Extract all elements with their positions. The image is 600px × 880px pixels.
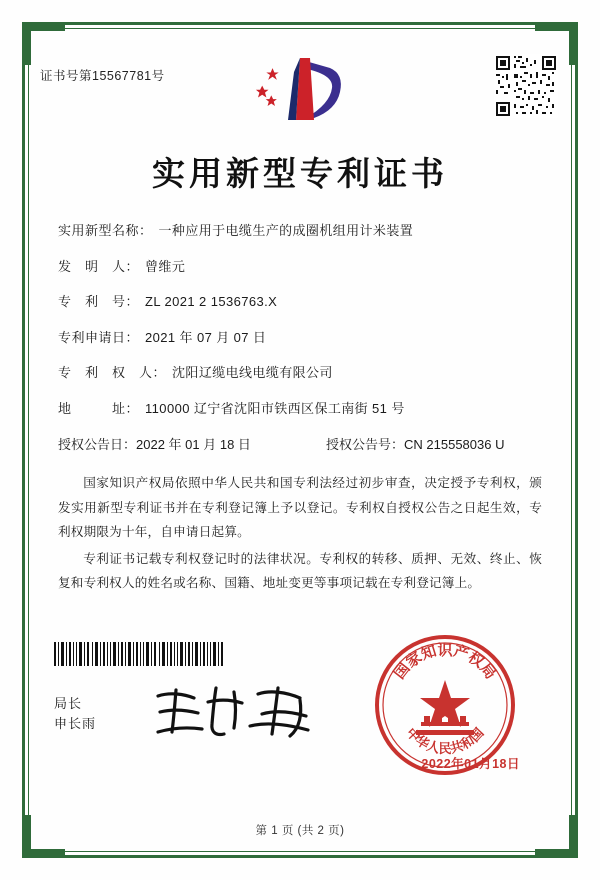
field-value: ZL 2021 2 1536763.X <box>145 294 278 309</box>
seal-date: 2022年01月18日 <box>421 757 520 771</box>
signature-labels <box>54 694 96 734</box>
header-row <box>40 44 560 140</box>
fields-list <box>58 221 542 453</box>
field-label: 专 利 号： <box>58 294 140 309</box>
page-title: 实用新型专利证书 <box>152 154 448 193</box>
signature-name: 申长雨 <box>54 716 97 732</box>
field-address <box>58 399 542 419</box>
field-grant-publication-number <box>326 434 504 453</box>
field-inventor <box>58 257 542 277</box>
handwritten-signature <box>150 682 340 744</box>
field-label: 授权公告号： <box>326 437 405 452</box>
field-value: 2022 年 01 月 18 日 <box>136 437 251 452</box>
certificate-number: 证书号第15567781号 <box>40 69 165 83</box>
svg-text:国家知识产权局: 国家知识产权局 <box>390 641 500 683</box>
field-patent-number <box>58 292 542 312</box>
field-label: 实用新型名称： <box>58 223 153 238</box>
legal-paragraph-1: 国家知识产权局依照中华人民共和国专利法经过初步审查，决定授予专利权，颁发实用新型专利证书并在专利登记簿上予以登记。专利权自授权公告之日起生效，专利权期限为十年，自申请日起算。 <box>58 476 542 540</box>
svg-text:中华人民共和国: 中华人民共和国 <box>402 725 488 757</box>
field-invention-name <box>58 221 542 241</box>
field-value: 110000 辽宁省沈阳市铁西区保工南街 51 号 <box>145 400 405 416</box>
field-value: 一种应用于电缆生产的成圈机组用计米装置 <box>158 223 414 238</box>
field-value: 2021 年 07 月 07 日 <box>145 329 267 345</box>
cnipa-logo-icon <box>244 52 356 132</box>
field-grant-row <box>58 434 542 453</box>
field-value: 曾维元 <box>145 258 186 274</box>
field-value: CN 215558036 U <box>404 437 505 452</box>
footer-area <box>40 641 560 837</box>
certificate-content <box>40 44 560 840</box>
page-number: 第 1 页 (共 2 页) <box>255 825 345 837</box>
barcode-icon <box>54 642 224 666</box>
field-label: 授权公告日： <box>58 437 137 452</box>
qr-code-icon <box>494 54 558 118</box>
field-application-date <box>58 328 542 348</box>
field-patentee <box>58 363 542 383</box>
signature-title: 局长 <box>54 696 83 711</box>
field-grant-date <box>58 434 326 453</box>
field-label: 地 址： <box>58 400 140 416</box>
field-label: 专 利 权 人： <box>58 365 167 380</box>
field-label: 专利申请日： <box>58 329 140 345</box>
field-value: 沈阳辽缆电线电缆有限公司 <box>172 365 333 380</box>
field-label: 发 明 人： <box>58 258 140 274</box>
legal-paragraph-2: 专利证书记载专利权登记时的法律状况。专利权的转移、质押、无效、终止、恢复和专利权人的姓名或名称、国籍、地址变更等事项记载在专利登记簿上。 <box>58 551 542 591</box>
legal-text <box>58 471 542 596</box>
